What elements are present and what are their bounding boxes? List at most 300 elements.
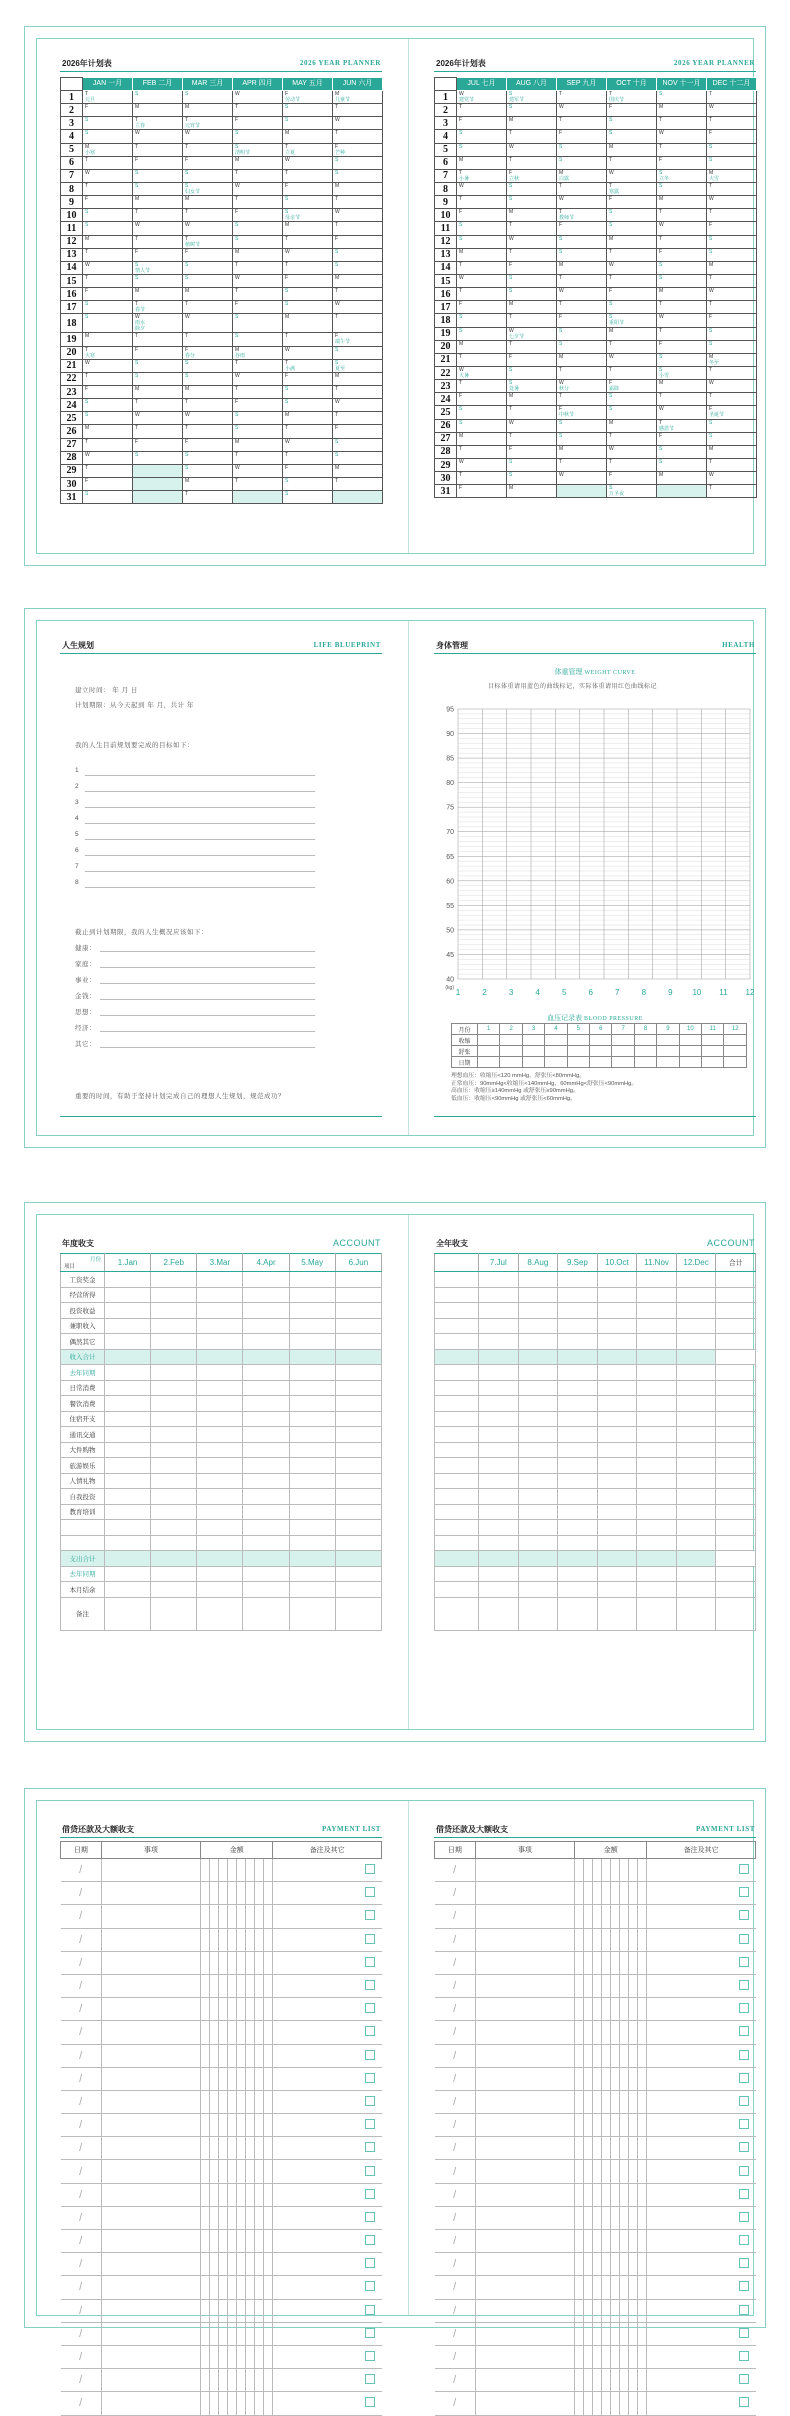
checkbox[interactable]: [365, 2119, 375, 2129]
amount-digit-cell[interactable]: [255, 2299, 264, 2322]
ledger-value-cell[interactable]: [289, 1442, 335, 1458]
amount-digit-cell[interactable]: [602, 1974, 611, 1997]
ledger-value-cell[interactable]: [716, 1551, 756, 1567]
ledger-value-cell[interactable]: [197, 1303, 243, 1319]
amount-digit-cell[interactable]: [638, 1928, 647, 1951]
item-cell[interactable]: [475, 2206, 574, 2229]
ledger-value-cell[interactable]: [197, 1582, 243, 1598]
day-cell[interactable]: [233, 385, 283, 398]
amount-digit-cell[interactable]: [255, 2369, 264, 2392]
item-cell[interactable]: [475, 2137, 574, 2160]
date-cell[interactable]: /: [61, 1859, 102, 1882]
ledger-value-cell[interactable]: [518, 1318, 558, 1334]
day-cell[interactable]: [183, 359, 233, 372]
amount-digit-cell[interactable]: [575, 2276, 584, 2299]
amount-digit-cell[interactable]: [237, 2090, 246, 2113]
amount-digit-cell[interactable]: [575, 2345, 584, 2368]
ledger-value-cell[interactable]: [637, 1272, 677, 1288]
checkbox[interactable]: [739, 2281, 749, 2291]
amount-digit-cell[interactable]: [255, 1882, 264, 1905]
amount-digit-cell[interactable]: [602, 2090, 611, 2113]
ledger-value-cell[interactable]: [243, 1272, 289, 1288]
day-cell[interactable]: [83, 399, 133, 412]
day-cell[interactable]: [333, 425, 383, 438]
amount-digit-cell[interactable]: [219, 2067, 228, 2090]
amount-digit-cell[interactable]: [602, 1882, 611, 1905]
day-cell[interactable]: [707, 130, 757, 143]
amount-digit-cell[interactable]: [210, 1882, 219, 1905]
amount-digit-cell[interactable]: [219, 2114, 228, 2137]
ledger-value-cell[interactable]: [243, 1566, 289, 1582]
amount-digit-cell[interactable]: [255, 2276, 264, 2299]
amount-digit-cell[interactable]: [638, 2137, 647, 2160]
amount-digit-cell[interactable]: [602, 2044, 611, 2067]
bp-value-cell[interactable]: [702, 1057, 724, 1068]
amount-digit-cell[interactable]: [264, 2206, 273, 2229]
day-cell[interactable]: [133, 372, 183, 385]
ledger-value-cell[interactable]: [716, 1272, 756, 1288]
item-cell[interactable]: [475, 2345, 574, 2368]
day-cell[interactable]: [457, 380, 507, 393]
amount-digit-cell[interactable]: [620, 1905, 629, 1928]
aspect-line[interactable]: [100, 951, 315, 952]
ledger-value-cell[interactable]: [518, 1334, 558, 1350]
day-cell[interactable]: [133, 314, 183, 333]
ledger-value-cell[interactable]: [105, 1349, 151, 1365]
day-cell[interactable]: [133, 209, 183, 222]
day-cell[interactable]: [507, 248, 557, 261]
amount-digit-cell[interactable]: [246, 2322, 255, 2345]
amount-digit-cell[interactable]: [638, 2276, 647, 2299]
amount-digit-cell[interactable]: [201, 2183, 210, 2206]
goal-line[interactable]: [85, 775, 315, 776]
ledger-value-cell[interactable]: [335, 1411, 381, 1427]
amount-digit-cell[interactable]: [246, 2369, 255, 2392]
day-cell[interactable]: [83, 91, 133, 104]
day-cell[interactable]: [557, 235, 607, 248]
day-cell[interactable]: [607, 485, 657, 498]
day-cell[interactable]: [507, 117, 557, 130]
amount-digit-cell[interactable]: [264, 2160, 273, 2183]
amount-digit-cell[interactable]: [210, 2299, 219, 2322]
ledger-value-cell[interactable]: [479, 1582, 519, 1598]
day-cell[interactable]: [83, 248, 133, 261]
day-cell[interactable]: [707, 288, 757, 301]
day-cell[interactable]: [457, 314, 507, 327]
ledger-value-cell[interactable]: [243, 1535, 289, 1551]
day-cell[interactable]: [83, 288, 133, 301]
amount-digit-cell[interactable]: [264, 2230, 273, 2253]
ledger-value-cell[interactable]: [716, 1442, 756, 1458]
day-cell[interactable]: [457, 445, 507, 458]
day-cell[interactable]: [707, 117, 757, 130]
day-cell[interactable]: [233, 222, 283, 235]
amount-digit-cell[interactable]: [255, 2206, 264, 2229]
amount-digit-cell[interactable]: [602, 2322, 611, 2345]
item-cell[interactable]: [101, 2276, 200, 2299]
amount-digit-cell[interactable]: [593, 2253, 602, 2276]
day-cell[interactable]: [183, 248, 233, 261]
amount-digit-cell[interactable]: [246, 2067, 255, 2090]
day-cell[interactable]: [707, 91, 757, 104]
amount-digit-cell[interactable]: [629, 2276, 638, 2299]
day-cell[interactable]: [707, 380, 757, 393]
amount-digit-cell[interactable]: [228, 2206, 237, 2229]
ledger-value-cell[interactable]: [637, 1566, 677, 1582]
amount-digit-cell[interactable]: [620, 2114, 629, 2137]
ledger-value-cell[interactable]: [105, 1287, 151, 1303]
amount-digit-cell[interactable]: [584, 2345, 593, 2368]
ledger-value-cell[interactable]: [637, 1380, 677, 1396]
item-cell[interactable]: [475, 1998, 574, 2021]
day-cell[interactable]: [607, 143, 657, 156]
ledger-value-cell[interactable]: [716, 1489, 756, 1505]
ledger-value-cell[interactable]: [637, 1582, 677, 1598]
amount-digit-cell[interactable]: [629, 2183, 638, 2206]
date-cell[interactable]: /: [61, 1882, 102, 1905]
checkbox[interactable]: [739, 1864, 749, 1874]
day-cell[interactable]: [557, 248, 607, 261]
amount-digit-cell[interactable]: [228, 2276, 237, 2299]
bp-value-cell[interactable]: [522, 1057, 544, 1068]
amount-digit-cell[interactable]: [228, 2369, 237, 2392]
day-cell[interactable]: [457, 419, 507, 432]
ledger-value-cell[interactable]: [558, 1597, 598, 1630]
ledger-value-cell[interactable]: [335, 1535, 381, 1551]
remark-cell[interactable]: [273, 2345, 359, 2368]
day-cell[interactable]: [283, 425, 333, 438]
remark-cell[interactable]: [273, 2369, 359, 2392]
item-cell[interactable]: [475, 2253, 574, 2276]
day-cell[interactable]: [133, 169, 183, 182]
ledger-value-cell[interactable]: [676, 1411, 716, 1427]
amount-digit-cell[interactable]: [210, 1951, 219, 1974]
ledger-value-cell[interactable]: [597, 1396, 637, 1412]
day-cell[interactable]: [507, 235, 557, 248]
day-cell[interactable]: [557, 104, 607, 117]
day-cell[interactable]: [333, 491, 383, 504]
remark-cell[interactable]: [273, 2253, 359, 2276]
remark-cell[interactable]: [647, 2230, 733, 2253]
day-cell[interactable]: [283, 359, 333, 372]
day-cell[interactable]: [83, 491, 133, 504]
item-cell[interactable]: [101, 1974, 200, 1997]
day-cell[interactable]: [183, 222, 233, 235]
amount-digit-cell[interactable]: [255, 2345, 264, 2368]
amount-digit-cell[interactable]: [255, 2160, 264, 2183]
amount-digit-cell[interactable]: [629, 1882, 638, 1905]
ledger-value-cell[interactable]: [518, 1287, 558, 1303]
ledger-value-cell[interactable]: [479, 1597, 519, 1630]
day-cell[interactable]: [607, 445, 657, 458]
amount-digit-cell[interactable]: [638, 1859, 647, 1882]
amount-digit-cell[interactable]: [611, 2369, 620, 2392]
item-cell[interactable]: [101, 1998, 200, 2021]
day-cell[interactable]: [183, 91, 233, 104]
ledger-value-cell[interactable]: [676, 1349, 716, 1365]
day-cell[interactable]: [607, 458, 657, 471]
amount-digit-cell[interactable]: [638, 2206, 647, 2229]
day-cell[interactable]: [657, 117, 707, 130]
day-cell[interactable]: [607, 393, 657, 406]
day-cell[interactable]: [507, 288, 557, 301]
ledger-value-cell[interactable]: [597, 1334, 637, 1350]
day-cell[interactable]: [133, 359, 183, 372]
bp-value-cell[interactable]: [478, 1057, 500, 1068]
bp-value-cell[interactable]: [679, 1035, 701, 1046]
ledger-value-cell[interactable]: [105, 1535, 151, 1551]
amount-digit-cell[interactable]: [246, 1928, 255, 1951]
ledger-value-cell[interactable]: [151, 1365, 197, 1381]
ledger-value-cell[interactable]: [289, 1427, 335, 1443]
bp-value-cell[interactable]: [500, 1046, 522, 1057]
remark-cell[interactable]: [647, 2090, 733, 2113]
amount-digit-cell[interactable]: [584, 1905, 593, 1928]
amount-digit-cell[interactable]: [638, 1998, 647, 2021]
day-cell[interactable]: [457, 274, 507, 287]
ledger-value-cell[interactable]: [637, 1504, 677, 1520]
amount-digit-cell[interactable]: [629, 2160, 638, 2183]
day-cell[interactable]: [607, 235, 657, 248]
ledger-value-cell[interactable]: [479, 1535, 519, 1551]
amount-digit-cell[interactable]: [584, 1928, 593, 1951]
remark-cell[interactable]: [273, 2114, 359, 2137]
checkbox[interactable]: [365, 2003, 375, 2013]
amount-digit-cell[interactable]: [638, 2067, 647, 2090]
item-cell[interactable]: [475, 2299, 574, 2322]
amount-digit-cell[interactable]: [264, 2021, 273, 2044]
ledger-value-cell[interactable]: [197, 1458, 243, 1474]
ledger-value-cell[interactable]: [676, 1582, 716, 1598]
remark-cell[interactable]: [647, 2137, 733, 2160]
bp-value-cell[interactable]: [590, 1035, 612, 1046]
ledger-value-cell[interactable]: [289, 1334, 335, 1350]
amount-digit-cell[interactable]: [575, 1859, 584, 1882]
day-cell[interactable]: [183, 169, 233, 182]
day-cell[interactable]: [657, 301, 707, 314]
remark-cell[interactable]: [647, 2206, 733, 2229]
ledger-value-cell[interactable]: [676, 1365, 716, 1381]
day-cell[interactable]: [233, 169, 283, 182]
amount-digit-cell[interactable]: [602, 2369, 611, 2392]
day-cell[interactable]: [507, 432, 557, 445]
ledger-value-cell[interactable]: [558, 1442, 598, 1458]
amount-digit-cell[interactable]: [620, 2090, 629, 2113]
day-cell[interactable]: [83, 451, 133, 464]
amount-digit-cell[interactable]: [219, 2021, 228, 2044]
amount-digit-cell[interactable]: [264, 2369, 273, 2392]
ledger-value-cell[interactable]: [197, 1551, 243, 1567]
day-cell[interactable]: [133, 196, 183, 209]
day-cell[interactable]: [707, 314, 757, 327]
ledger-value-cell[interactable]: [243, 1411, 289, 1427]
day-cell[interactable]: [707, 156, 757, 169]
bp-value-cell[interactable]: [545, 1035, 567, 1046]
day-cell[interactable]: [183, 477, 233, 490]
remark-cell[interactable]: [647, 2021, 733, 2044]
day-cell[interactable]: [183, 182, 233, 195]
day-cell[interactable]: [183, 464, 233, 477]
day-cell[interactable]: [333, 301, 383, 314]
bp-value-cell[interactable]: [702, 1046, 724, 1057]
ledger-value-cell[interactable]: [716, 1504, 756, 1520]
ledger-value-cell[interactable]: [151, 1427, 197, 1443]
item-cell[interactable]: [475, 2067, 574, 2090]
amount-digit-cell[interactable]: [584, 2114, 593, 2137]
amount-digit-cell[interactable]: [638, 2021, 647, 2044]
day-cell[interactable]: [707, 366, 757, 379]
day-cell[interactable]: [133, 333, 183, 346]
amount-digit-cell[interactable]: [584, 2230, 593, 2253]
amount-digit-cell[interactable]: [593, 2160, 602, 2183]
bp-value-cell[interactable]: [522, 1046, 544, 1057]
ledger-value-cell[interactable]: [289, 1396, 335, 1412]
aspect-line[interactable]: [100, 967, 315, 968]
date-cell[interactable]: /: [435, 2090, 476, 2113]
amount-digit-cell[interactable]: [629, 2253, 638, 2276]
ledger-value-cell[interactable]: [597, 1411, 637, 1427]
day-cell[interactable]: [333, 399, 383, 412]
ledger-value-cell[interactable]: [105, 1473, 151, 1489]
remark-cell[interactable]: [273, 2299, 359, 2322]
amount-digit-cell[interactable]: [584, 1859, 593, 1882]
amount-digit-cell[interactable]: [593, 2137, 602, 2160]
ledger-value-cell[interactable]: [518, 1520, 558, 1536]
day-cell[interactable]: [707, 472, 757, 485]
amount-digit-cell[interactable]: [228, 2230, 237, 2253]
ledger-value-cell[interactable]: [518, 1411, 558, 1427]
amount-digit-cell[interactable]: [237, 2299, 246, 2322]
remark-cell[interactable]: [273, 2044, 359, 2067]
amount-digit-cell[interactable]: [219, 2090, 228, 2113]
day-cell[interactable]: [283, 182, 333, 195]
ledger-value-cell[interactable]: [637, 1349, 677, 1365]
day-cell[interactable]: [233, 372, 283, 385]
ledger-value-cell[interactable]: [197, 1318, 243, 1334]
day-cell[interactable]: [333, 333, 383, 346]
amount-digit-cell[interactable]: [611, 2206, 620, 2229]
date-cell[interactable]: /: [61, 1951, 102, 1974]
ledger-value-cell[interactable]: [105, 1597, 151, 1630]
day-cell[interactable]: [557, 353, 607, 366]
day-cell[interactable]: [283, 314, 333, 333]
ledger-value-cell[interactable]: [716, 1303, 756, 1319]
remark-cell[interactable]: [647, 2392, 733, 2415]
day-cell[interactable]: [233, 359, 283, 372]
amount-digit-cell[interactable]: [602, 2392, 611, 2415]
day-cell[interactable]: [133, 438, 183, 451]
date-cell[interactable]: /: [61, 1928, 102, 1951]
amount-digit-cell[interactable]: [228, 2044, 237, 2067]
ledger-value-cell[interactable]: [558, 1303, 598, 1319]
amount-digit-cell[interactable]: [219, 2345, 228, 2368]
item-cell[interactable]: [475, 2160, 574, 2183]
day-cell[interactable]: [557, 314, 607, 327]
amount-digit-cell[interactable]: [228, 1998, 237, 2021]
amount-digit-cell[interactable]: [255, 1974, 264, 1997]
ledger-value-cell[interactable]: [558, 1427, 598, 1443]
ledger-value-cell[interactable]: [289, 1287, 335, 1303]
ledger-value-cell[interactable]: [105, 1318, 151, 1334]
ledger-value-cell[interactable]: [197, 1597, 243, 1630]
amount-digit-cell[interactable]: [201, 1998, 210, 2021]
amount-digit-cell[interactable]: [620, 2183, 629, 2206]
day-cell[interactable]: [233, 451, 283, 464]
remark-cell[interactable]: [273, 2160, 359, 2183]
ledger-value-cell[interactable]: [105, 1411, 151, 1427]
day-cell[interactable]: [657, 485, 707, 498]
date-cell[interactable]: /: [435, 2322, 476, 2345]
amount-digit-cell[interactable]: [219, 2253, 228, 2276]
amount-digit-cell[interactable]: [620, 2369, 629, 2392]
bp-value-cell[interactable]: [612, 1057, 634, 1068]
day-cell[interactable]: [707, 432, 757, 445]
day-cell[interactable]: [333, 235, 383, 248]
day-cell[interactable]: [233, 156, 283, 169]
amount-digit-cell[interactable]: [575, 2090, 584, 2113]
amount-digit-cell[interactable]: [228, 1974, 237, 1997]
day-cell[interactable]: [183, 412, 233, 425]
ledger-value-cell[interactable]: [243, 1458, 289, 1474]
amount-digit-cell[interactable]: [210, 2067, 219, 2090]
ledger-value-cell[interactable]: [597, 1566, 637, 1582]
amount-digit-cell[interactable]: [201, 2206, 210, 2229]
amount-digit-cell[interactable]: [611, 2276, 620, 2299]
date-cell[interactable]: /: [435, 2345, 476, 2368]
ledger-value-cell[interactable]: [518, 1582, 558, 1598]
item-cell[interactable]: [101, 2114, 200, 2137]
day-cell[interactable]: [233, 412, 283, 425]
day-cell[interactable]: [607, 380, 657, 393]
checkbox[interactable]: [365, 2212, 375, 2222]
amount-digit-cell[interactable]: [246, 1974, 255, 1997]
amount-digit-cell[interactable]: [629, 2067, 638, 2090]
item-cell[interactable]: [475, 1951, 574, 1974]
day-cell[interactable]: [657, 445, 707, 458]
ledger-value-cell[interactable]: [289, 1504, 335, 1520]
day-cell[interactable]: [233, 209, 283, 222]
ledger-value-cell[interactable]: [479, 1504, 519, 1520]
amount-digit-cell[interactable]: [255, 2021, 264, 2044]
amount-digit-cell[interactable]: [219, 2137, 228, 2160]
amount-digit-cell[interactable]: [237, 2114, 246, 2137]
ledger-value-cell[interactable]: [479, 1272, 519, 1288]
remark-cell[interactable]: [273, 2322, 359, 2345]
ledger-value-cell[interactable]: [289, 1411, 335, 1427]
ledger-value-cell[interactable]: [335, 1318, 381, 1334]
amount-digit-cell[interactable]: [620, 2322, 629, 2345]
date-cell[interactable]: /: [61, 2299, 102, 2322]
ledger-value-cell[interactable]: [558, 1272, 598, 1288]
amount-digit-cell[interactable]: [210, 1905, 219, 1928]
ledger-value-cell[interactable]: [151, 1411, 197, 1427]
ledger-value-cell[interactable]: [716, 1473, 756, 1489]
amount-digit-cell[interactable]: [584, 2299, 593, 2322]
amount-digit-cell[interactable]: [620, 2067, 629, 2090]
checkbox[interactable]: [739, 1910, 749, 1920]
amount-digit-cell[interactable]: [638, 1905, 647, 1928]
ledger-value-cell[interactable]: [558, 1287, 598, 1303]
ledger-value-cell[interactable]: [335, 1520, 381, 1536]
day-cell[interactable]: [283, 477, 333, 490]
amount-digit-cell[interactable]: [237, 2044, 246, 2067]
ledger-value-cell[interactable]: [335, 1303, 381, 1319]
item-cell[interactable]: [475, 2392, 574, 2415]
ledger-value-cell[interactable]: [197, 1349, 243, 1365]
amount-digit-cell[interactable]: [611, 1905, 620, 1928]
ledger-value-cell[interactable]: [243, 1365, 289, 1381]
amount-digit-cell[interactable]: [602, 1998, 611, 2021]
